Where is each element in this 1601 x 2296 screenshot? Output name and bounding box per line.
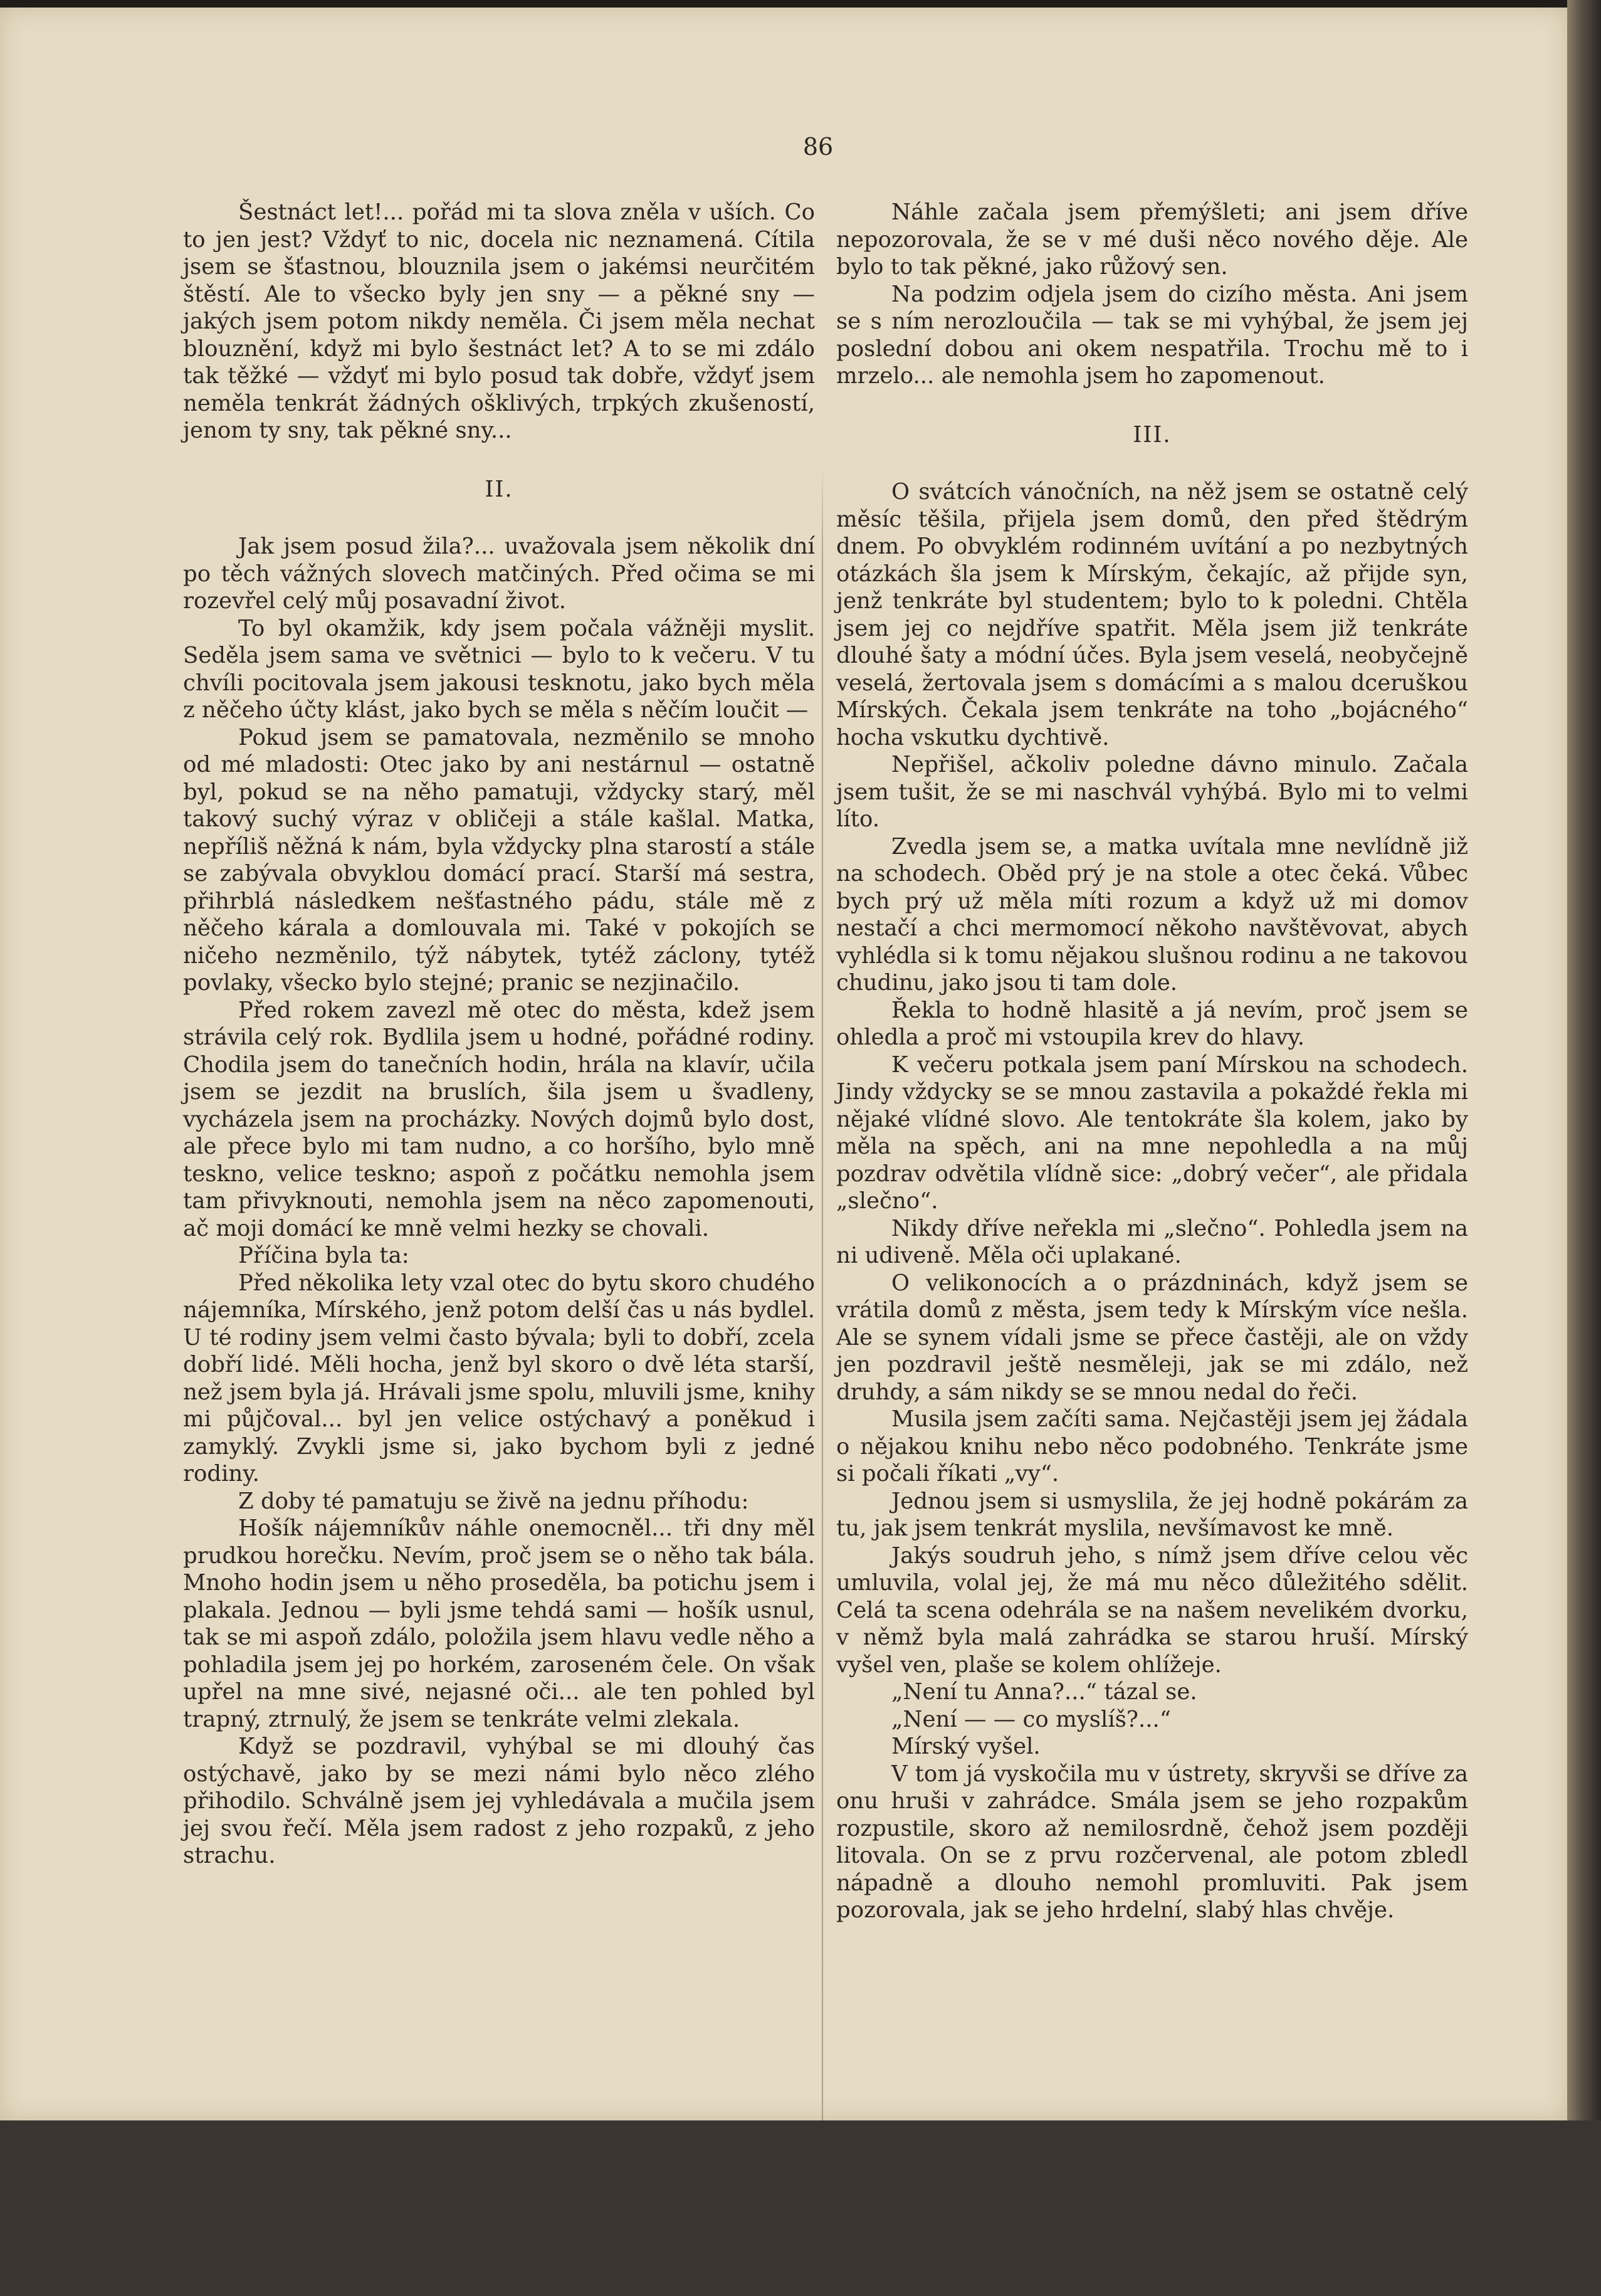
paragraph: Nikdy dříve neřekla mi „slečno“. Pohledla jsem na ni udiveně. Měla oči uplakané.	[836, 1215, 1468, 1268]
paragraph: Zvedla jsem se, a matka uvítala mne nevlídně již na schodech. Oběd prý je na stole a otec čeká. Vůbec bych prý už měla míti rozum a když už mi domov nestačí a chci mermomocí někoho navštěvovat, abych vyhlédla si k tomu nějakou slušnou rodinu a ne takovou chudinu, jako jsou ti tam dole.	[836, 833, 1468, 996]
page-number: 86	[802, 133, 834, 161]
paragraph: Nepřišel, ačkoliv poledne dávno minulo. Začala jsem tušit, že se mi naschvál vyhýbá. Bylo mi to velmi líto.	[836, 752, 1468, 832]
top-edge	[0, 0, 1601, 8]
book-spine	[1567, 0, 1601, 2120]
paragraph: V tom já vyskočila mu v ústrety, skryvši se dříve za onu hruši v zahrádce. Smála jsem se jeho rozpakům rozpustile, skoro až nemilosrdně, čehož jsem později litovala. On se z prvu rozčervenal, ale potom zbledl nápadně a dlouho nemohl promluviti. Pak jsem pozorovala, jak se jeho hrdelní, slabý hlas chvěje.	[836, 1761, 1468, 1923]
paragraph: Jednou jsem si usmyslila, že jej hodně pokárám za tu, jak jsem tenkrát myslila, nevšímavost ke mně.	[836, 1488, 1468, 1541]
paragraph: O svátcích vánočních, na něž jsem se ostatně celý měsíc těšila, přijela jsem domů, den před štědrým dnem. Po obvyklém rodinném uvítání a po nezbytných otázkách šla jsem k Mírským, čekajíc, až přijde syn, jenž tenkráte byl studentem; bylo to k poledni. Chtěla jsem jej co nejdříve spatřit. Měla jsem již tenkráte dlouhé šaty a módní účes. Byla jsem veselá, neobyčejně veselá, žertovala jsem s domácími a s malou dceruškou Mírských. Čekala jsem tenkráte na toho „bojácného“ hocha vskutku dychtivě.	[836, 479, 1468, 750]
paragraph: Řekla to hodně hlasitě a já nevím, proč jsem se ohledla a proč mi vstoupila krev do hlavy.	[836, 997, 1468, 1050]
paragraph: Před rokem zavezl mě otec do města, kdež jsem strávila celý rok. Bydlila jsem u hodné, pořádné rodiny. Chodila jsem do tanečních hodin, hrála na klavír, učila jsem se jezdit na bruslích, šila jsem u švadleny, vycházela jsem na procházky. Nových dojmů bylo dost, ale přece bylo mi tam nudno, a co horšího, bylo mně teskno, velice teskno; aspoň z počátku nemohla jsem tam přivyknouti, nemohla jsem na něco zapomenouti, ač moji domácí ke mně velmi hezky se chovali.	[183, 997, 815, 1241]
book-page	[0, 8, 1567, 2120]
section-heading: III.	[1133, 421, 1172, 448]
paragraph: Šestnáct let!... pořád mi ta slova zněla v uších. Co to jen jest? Vždyť to nic, docela nic neznamená. Cítila jsem se šťastnou, blouznila jsem o jakémsi neurčitém štěstí. Ale to všecko byly jen sny — a pěkné sny — jakých jsem potom nikdy neměla. Či jsem měla nechat blouznění, když mi bylo šestnáct let? A to se mi zdálo tak těžké — vždyť mi bylo posud tak dobře, vždyť jsem neměla tenkrát žádných ošklivých, trpkých zkušeností, jenom ty sny, tak pěkné sny...	[183, 199, 815, 443]
paragraph: „Není tu Anna?...“ tázal se.	[891, 1679, 1197, 1705]
paragraph: To byl okamžik, kdy jsem počala vážněji myslit. Seděla jsem sama ve světnici — bylo to k večeru. V tu chvíli pocitovala jsem jakousi tesknotu, jako bych měla z něčeho účty klást, jako bych se měla s něčím loučit —	[183, 615, 815, 723]
paragraph: O velikonocích a o prázdninách, když jsem se vrátila domů z města, jsem tedy k Mírským více nešla. Ale se synem vídali jsme se přece častěji, ale on vždy jen pozdravil ještě nesměleji, jak se mi zdálo, než druhdy, a sám nikdy se se mnou nedal do řeči.	[836, 1270, 1468, 1405]
paragraph: Příčina byla ta:	[238, 1243, 409, 1268]
paragraph: „Není — — co myslíš?...“	[891, 1706, 1171, 1732]
paragraph: Jakýs soudruh jeho, s nímž jsem dříve celou věc umluvila, volal jej, že má mu něco důležitého sdělit. Celá ta scena odehrála se na našem nevelikém dvorku, v němž byla malá zahrádka se starou hruší. Mírský vyšel ven, plaše se kolem ohlížeje.	[836, 1542, 1468, 1678]
right-column	[836, 199, 1468, 1924]
paragraph: Když se pozdravil, vyhýbal se mi dlouhý čas ostýchavě, jako by se mezi námi bylo něco zlého přihodilo. Schválně jsem jej vyhledávala a mučila jsem jej svou řečí. Měla jsem radost z jeho rozpaků, z jeho strachu.	[183, 1734, 815, 1868]
paragraph: Na podzim odjela jsem do cizího města. Ani jsem se s ním nerozloučila — tak se mi vyhýbal, že jsem jej poslední dobou ani okem nespatřila. Trochu mě to i mrzelo... ale nemohla jsem ho zapomenout.	[836, 281, 1468, 389]
paragraph: Z doby té pamatuju se živě na jednu příhodu:	[238, 1488, 749, 1514]
paragraph: Pokud jsem se pamatovala, nezměnilo se mnoho od mé mladosti: Otec jako by ani nestárnul — ostatně byl, pokud se na něho pamatuji, vždycky starý, měl takový suchý výraz v obličeji a stále kašlal. Matka, nepříliš něžná k nám, byla vždycky plna starostí a stále se zabývala obvyklou domácí prací. Starší má sestra, přihrblá následkem nešťastného pádu, stále mě z něčeho kárala a domlouvala mi. Také v pokojích se ničeho nezměnilo, týž nábytek, tytéž záclony, tytéž povlaky, všecko bylo stejné; pranic se nezjinačilo.	[183, 724, 815, 996]
paragraph: K večeru potkala jsem paní Mírskou na schodech. Jindy vždycky se se mnou zastavila a pokaždé řekla mi nějaké vlídné slovo. Ale tentokráte šla kolem, jako by měla na spěch, ani na mne nepohledla a na můj pozdrav odvětila vlídně sice: „dobrý večer“, ale přidala „slečno“.	[836, 1051, 1468, 1214]
column-divider	[822, 465, 823, 2296]
paragraph: Mírský vyšel.	[891, 1734, 1041, 1759]
paragraph: Musila jsem začíti sama. Nejčastěji jsem jej žádala o nějakou knihu nebo něco podobného. Tenkráte jsme si počali říkati „vy“.	[836, 1406, 1468, 1487]
paragraph: Hošík nájemníkův náhle onemocněl... tři dny měl prudkou horečku. Nevím, proč jsem se o něho tak bála. Mnoho hodin jsem u něho proseděla, ba potichu jsem i plakala. Jednou — byli jsme tehdá sami — hošík usnul, tak se mi aspoň zdálo, položila jsem hlavu vedle něho a pohladila jsem jej po horkém, zaroseném čele. On však upřel na mne sivé, nejasné oči... ale ten pohled byl trapný, ztrnulý, že jsem se tenkráte velmi zlekala.	[183, 1515, 815, 1732]
paragraph: Náhle začala jsem přemýšleti; ani jsem dříve nepozorovala, že se v mé duši něco nového děje. Ale bylo to tak pěkné, jako růžový sen.	[836, 199, 1468, 280]
paragraph: Před několika lety vzal otec do bytu skoro chudého nájemníka, Mírského, jenž potom delší čas u nás bydlel. U té rodiny jsem velmi často bývala; byli to dobří, zcela dobří lidé. Měli hocha, jenž byl skoro o dvě léta starší, než jsem byla já. Hrávali jsme spolu, mluvili jsme, knihy mi půjčoval... byl jen velice ostýchavý a poněkud i zamyklý. Zvykli jsme si, jako bychom byli z jedné rodiny.	[183, 1270, 815, 1487]
paragraph: Jak jsem posud žila?... uvažovala jsem několik dní po těch vážných slovech matčiných. Před očima se mi rozevřel celý můj posavadní život.	[183, 534, 815, 614]
left-column	[183, 199, 815, 1870]
section-heading: II.	[485, 476, 513, 502]
